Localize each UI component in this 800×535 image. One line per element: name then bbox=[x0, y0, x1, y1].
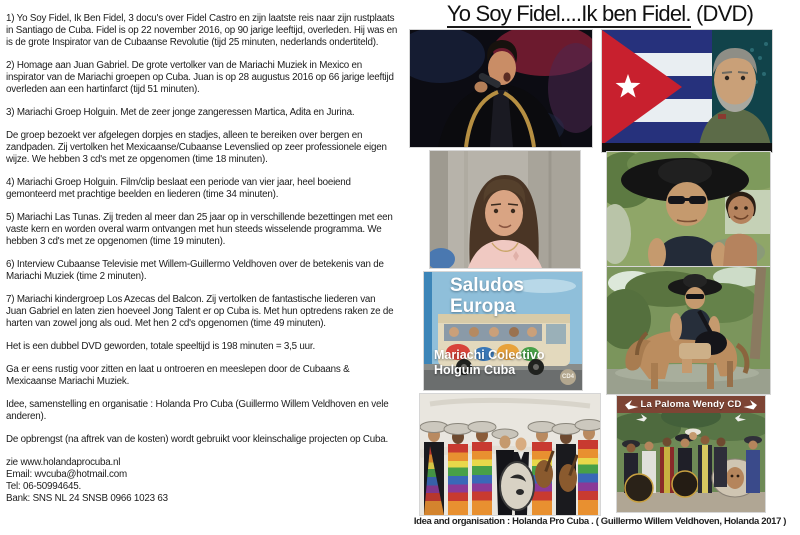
cd-cover-la-paloma-wendy bbox=[617, 396, 765, 512]
paragraph-9: Het is een dubbel DVD geworden, totale speeltijd is 198 minuten = 3,5 uur. bbox=[6, 341, 315, 352]
round-shield bbox=[672, 471, 698, 497]
cuban-flag-graphic bbox=[602, 30, 712, 145]
round-shield bbox=[625, 474, 653, 502]
paragraph-8: 7) Mariachi kindergroep Los Azecas del Balcon. Zij vertolken de fantastische liederen van Juan Gabriel en laten zien hoeveel Jong Talent er op Cuba is. Met hun optredens raken ze de harten van zowel jong als oud. Met hen 2 cd's opgenomen (time 49 minuten). bbox=[6, 294, 394, 329]
woman-face bbox=[728, 196, 754, 224]
page-title-main: Yo Soy Fidel....Ik ben Fidel. bbox=[446, 1, 691, 26]
paragraph-5: 4) Mariachi Groep Holguin. Film/clip beslaat een periode van vier jaar, heel boeiend gemonteerd met prachtige beelden en liederen (time 34 minuten). bbox=[6, 177, 351, 200]
cd-number-badge: CD4 bbox=[560, 369, 576, 385]
shorts bbox=[679, 343, 711, 359]
saludos-title-line2: Europa bbox=[450, 296, 516, 317]
paragraph-11: Idee, samenstelling en organisatie : Holanda Pro Cuba (Guillermo Willem Veldhoven en vele anderen). bbox=[6, 399, 389, 422]
decorated-guitarron bbox=[500, 462, 534, 510]
bank-line: Bank: SNS NL 24 SNSB 0966 1023 63 bbox=[6, 493, 168, 504]
photo-mariachi-group bbox=[420, 394, 600, 515]
saludos-title-line1: Saludos bbox=[450, 275, 524, 296]
paragraph-2: 2) Homage aan Juan Gabriel. De grote vertolker van de Mariachi Muziek in Mexico en inspirator van de Mariachi groepen op Cuba. Juan is op 28 augustus 2016 op 66 jarige leeftijd overleden aan een hartinfarct (tijd 51 minuten). bbox=[6, 60, 394, 95]
photo-young-singer-girl bbox=[430, 151, 580, 268]
paragraph-10: Ga er eens rustig voor zitten en laat u ontroeren en meeslepen door de Cubaans & Mexicaanse Mariachi Muziek. bbox=[6, 364, 350, 387]
paragraph-3: 3) Mariachi Groep Holguin. Met de zeer jonge zangeressen Martica, Adita en Jurina. bbox=[6, 107, 355, 118]
bottom-caption: Idea and organisation : Holanda Pro Cuba . ( Guillermo Willem Veldhoven, Holanda 2017 ) bbox=[413, 516, 787, 527]
guitar bbox=[535, 460, 553, 488]
paloma-banner bbox=[617, 396, 765, 413]
saludos-artist-line2: Holguin Cuba bbox=[434, 362, 516, 377]
paragraph-12: De opbrengst (na aftrek van de kosten) wordt gebruikt voor kleinschalige projecten op Cuba. bbox=[6, 434, 389, 445]
paloma-banner-text: La Paloma Wendy CD bbox=[640, 399, 742, 410]
saludos-artist-line1: Mariachi Colectivo bbox=[434, 348, 545, 362]
cd-cover-saludos-europa bbox=[424, 272, 582, 390]
contact-block bbox=[6, 457, 398, 505]
website-line: zie www.holandaprocuba.nl bbox=[6, 457, 121, 468]
saludos-title bbox=[450, 275, 524, 317]
photo-sombrero-couple bbox=[607, 152, 770, 267]
girl-face bbox=[485, 190, 523, 236]
paragraph-7: 6) Interview Cubaanse Televisie met Willem-Guillermo Veldhoven over de betekenis van de Mariachi Muziek (time 2 minuten). bbox=[6, 259, 384, 282]
photo-juan-gabriel-singing bbox=[410, 30, 592, 147]
photo-horse-rider bbox=[607, 267, 770, 394]
left-text-panel bbox=[6, 13, 398, 505]
email-line: Email: wvcuba@hotmail.com bbox=[6, 469, 127, 480]
paragraph-4: De groep bezoekt ver afgelegen dorpjes en stadjes, alleen te bereiken over bergen en zandpaden. Zij vertolken het Mexicaanse/Cubaanse Levenslied op zeer professionele eigen wijze. We hebben 3 cd's met ze opgenomen (time 18 minuten). bbox=[6, 130, 387, 165]
sunglasses bbox=[668, 196, 685, 204]
page-title-suffix: (DVD) bbox=[690, 1, 754, 26]
paragraph-1: 1) Yo Soy Fidel, Ik Ben Fidel, 3 docu's over Fidel Castro en zijn laatste reis naar zijn rustplaats in Santiago de Cuba. Fidel is op 22 november 2016, op 90 jarige leeftijd, overleden. Hij was en is de grote Inspirator van de Cubaanse Revolutie (tijd 25 minuten, nederlands ondertiteld). bbox=[6, 13, 398, 48]
page-title bbox=[402, 1, 798, 27]
photo-fidel-castro-flag bbox=[602, 30, 772, 152]
paragraph-6: 5) Mariachi Las Tunas. Zij treden al meer dan 25 jaar op in verschillende bezettingen met een vaste kern en worden overal warm ontvangen met hun steeds wisselende programma. We hebben 3 cd's met ze opgenomen (time 19 minuten). bbox=[6, 212, 393, 247]
saludos-artist bbox=[434, 348, 544, 377]
phone-line: Tel: 06-50994645. bbox=[6, 481, 82, 492]
